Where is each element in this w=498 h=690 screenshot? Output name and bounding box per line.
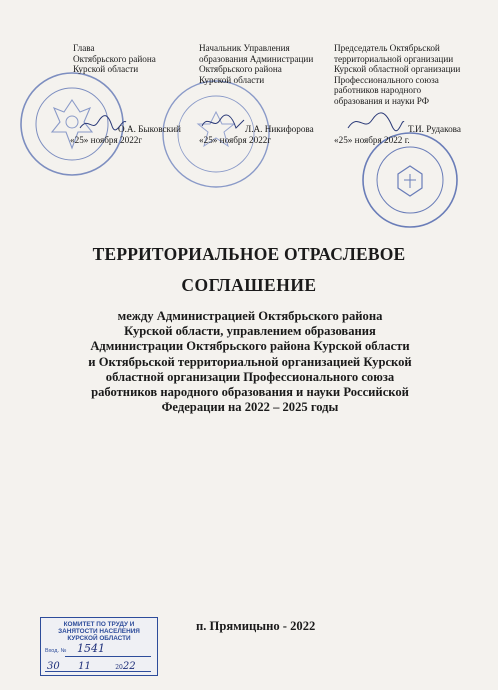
signature-date: «25» ноября 2022г (199, 135, 272, 145)
signatory-name: Т.И. Рудакова (408, 124, 461, 134)
body-line: областной организации Профессионального союза (105, 369, 395, 384)
position-line: Начальник Управления (199, 43, 290, 53)
document-title-line-2: СОГЛАШЕНИЕ (181, 275, 317, 295)
body-line: Администрации Октябрьского района Курской области (90, 339, 410, 354)
signatory-union-chair (334, 43, 460, 107)
date-year-prefix: 20 (115, 664, 123, 671)
signature-date: «25» ноября 2022г (70, 135, 143, 145)
signature-scribble-2 (200, 112, 246, 134)
signature-date: «25» ноября 2022 г. (334, 135, 410, 145)
position-line: Председатель Октябрьской (334, 43, 440, 53)
position-line: Глава (73, 43, 95, 53)
date-year-suffix: 22 (122, 661, 136, 672)
stamp-header-line: КУРСКОЙ ОБЛАСТИ (67, 635, 131, 643)
signature-scribble-1 (78, 112, 128, 134)
body-line: работников народного образования и науки Российской (91, 385, 409, 400)
registration-date (47, 661, 136, 672)
position-line: территориальной организации (334, 53, 454, 64)
stamp-header-line: ЗАНЯТОСТИ НАСЕЛЕНИЯ (58, 628, 140, 636)
registration-stamp-header (41, 618, 157, 643)
position-line: Профессионального союза (334, 74, 439, 85)
position-line: работников народного (334, 85, 422, 96)
body-line: между Администрацией Октябрьского района (117, 309, 383, 323)
stamp-header-line: КОМИТЕТ ПО ТРУДУ И (63, 621, 135, 628)
position-line: образования и науки РФ (334, 95, 429, 106)
body-line: Федерации на 2022 – 2025 годы (161, 400, 339, 415)
signatory-head-of-district (73, 43, 156, 75)
date-day: 30 (47, 661, 60, 672)
registration-number-label: Вход. № (45, 648, 67, 654)
registration-number: 1541 (77, 642, 105, 655)
number-underline (65, 656, 151, 657)
signatory-name: О.А. Быковский (118, 124, 181, 134)
body-line: Курской области, управлением образования (124, 324, 376, 339)
position-line: Курской области (73, 64, 139, 75)
body-line: и Октябрьской территориальной организацией Курской (88, 354, 412, 369)
position-line: образования Администрации (199, 53, 314, 64)
document-title-line-1: ТЕРРИТОРИАЛЬНОЕ ОТРАСЛЕВОЕ (92, 244, 406, 264)
signatory-education-head (199, 43, 313, 85)
position-line: Октябрьского района (199, 64, 282, 75)
signature-scribble-3 (346, 110, 406, 134)
place-and-year: п. Прямицыно - 2022 (196, 619, 316, 633)
position-line: Октябрьского района (73, 53, 156, 64)
registration-stamp (40, 617, 158, 676)
agreement-parties (80, 309, 420, 415)
signatory-name: Л.А. Никифорова (245, 124, 314, 134)
position-line: Курской областной организации (334, 64, 461, 75)
position-line: Курской области (199, 74, 265, 85)
date-month: 11 (78, 661, 91, 672)
